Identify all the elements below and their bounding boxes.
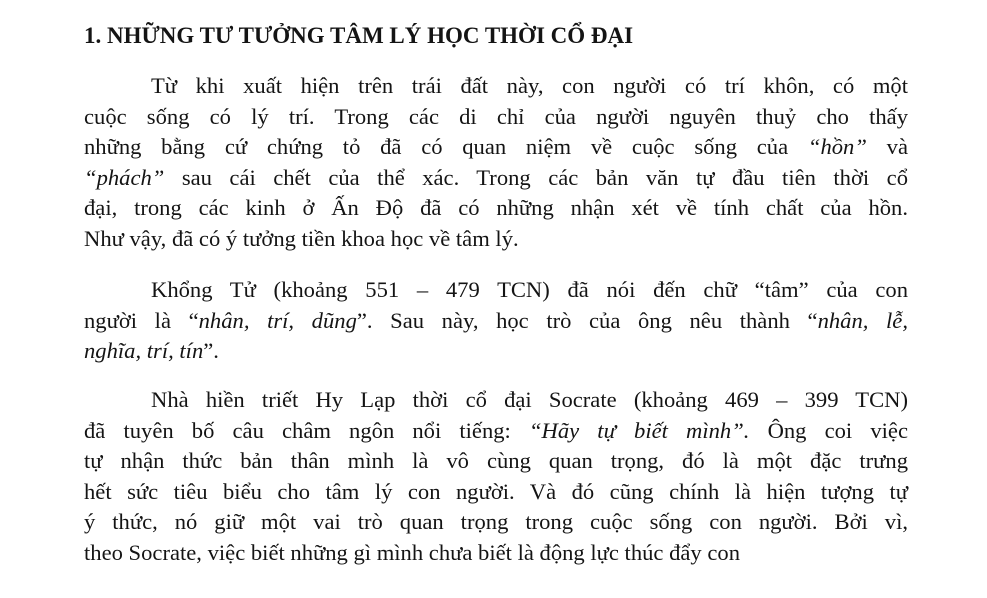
paragraph-line (84, 163, 908, 194)
paragraph-line (84, 507, 908, 538)
paragraph-line (84, 477, 908, 508)
body-text: tự nhận thức bản thân mình là vô cùng quan trọng, đó là một đặc trưng (84, 448, 908, 474)
italic-text: “phách” (84, 164, 165, 190)
body-text: Ông coi việc (749, 417, 908, 443)
italic-text: nhân, trí, dũng (198, 307, 357, 333)
italic-text: “hồn” (807, 134, 867, 160)
body-text: những bằng cứ chứng tỏ đã có quan niệm về cuộc sống của (84, 134, 808, 160)
paragraph-line (84, 446, 908, 477)
paragraph-line (84, 385, 908, 416)
body-text: Từ khi xuất hiện trên trái đất này, con người có trí khôn, có một (151, 73, 908, 98)
body-text: ”. (203, 338, 219, 364)
paragraph-line (84, 193, 908, 224)
italic-text: “Hãy tự biết mình”. (528, 417, 750, 443)
paragraph-line (84, 416, 908, 447)
body-text: ”. Sau này, học trò của ông nêu thành “ (356, 307, 818, 333)
body-text: ý thức, nó giữ một vai trò quan trọng trong cuộc sống con người. Bởi vì, (84, 509, 908, 535)
body-text: hết sức tiêu biểu cho tâm lý con người. Và đó cũng chính là hiện tượng tự (84, 478, 908, 504)
paragraph-line (84, 336, 908, 367)
body-text: sau cái chết của thể xác. Trong các bản văn tự đầu tiên thời cổ (164, 164, 908, 190)
paragraph-line (84, 275, 908, 306)
paragraph-line (84, 538, 908, 569)
body-text: cuộc sống có lý trí. Trong các di chỉ của người nguyên thuỷ cho thấy (84, 103, 908, 129)
body-text: người là “ (84, 307, 199, 333)
paragraph-3 (84, 385, 908, 569)
body-text: Nhà hiền triết Hy Lạp thời cổ đại Socrate (khoảng 469 – 399 TCN) (151, 387, 908, 412)
paragraph-line (84, 224, 908, 255)
paragraph-line (84, 306, 908, 337)
body-text: đã tuyên bố câu châm ngôn nổi tiếng: (84, 417, 529, 443)
section-heading: 1. NHỮNG TƯ TƯỞNG TÂM LÝ HỌC THỜI CỔ ĐẠI (84, 23, 634, 48)
paragraph-line (84, 102, 908, 133)
body-text: Khổng Tử (khoảng 551 – 479 TCN) đã nói đến chữ “tâm” của con (151, 277, 908, 302)
paragraph-1 (84, 71, 908, 255)
paragraph-line (84, 132, 908, 163)
body-text: theo Socrate, việc biết những gì mình chưa biết là động lực thúc đẩy con (84, 539, 741, 565)
body-text: Như vậy, đã có ý tưởng tiền khoa học về tâm lý. (84, 225, 519, 251)
italic-text: nhân, lễ, (817, 307, 908, 333)
italic-text: nghĩa, trí, tín (84, 338, 204, 364)
paragraph-2 (84, 275, 908, 367)
body-text: và (866, 134, 908, 160)
paragraph-line (84, 71, 908, 102)
body-text: đại, trong các kinh ở Ấn Độ đã có những nhận xét về tính chất của hồn. (84, 195, 908, 221)
